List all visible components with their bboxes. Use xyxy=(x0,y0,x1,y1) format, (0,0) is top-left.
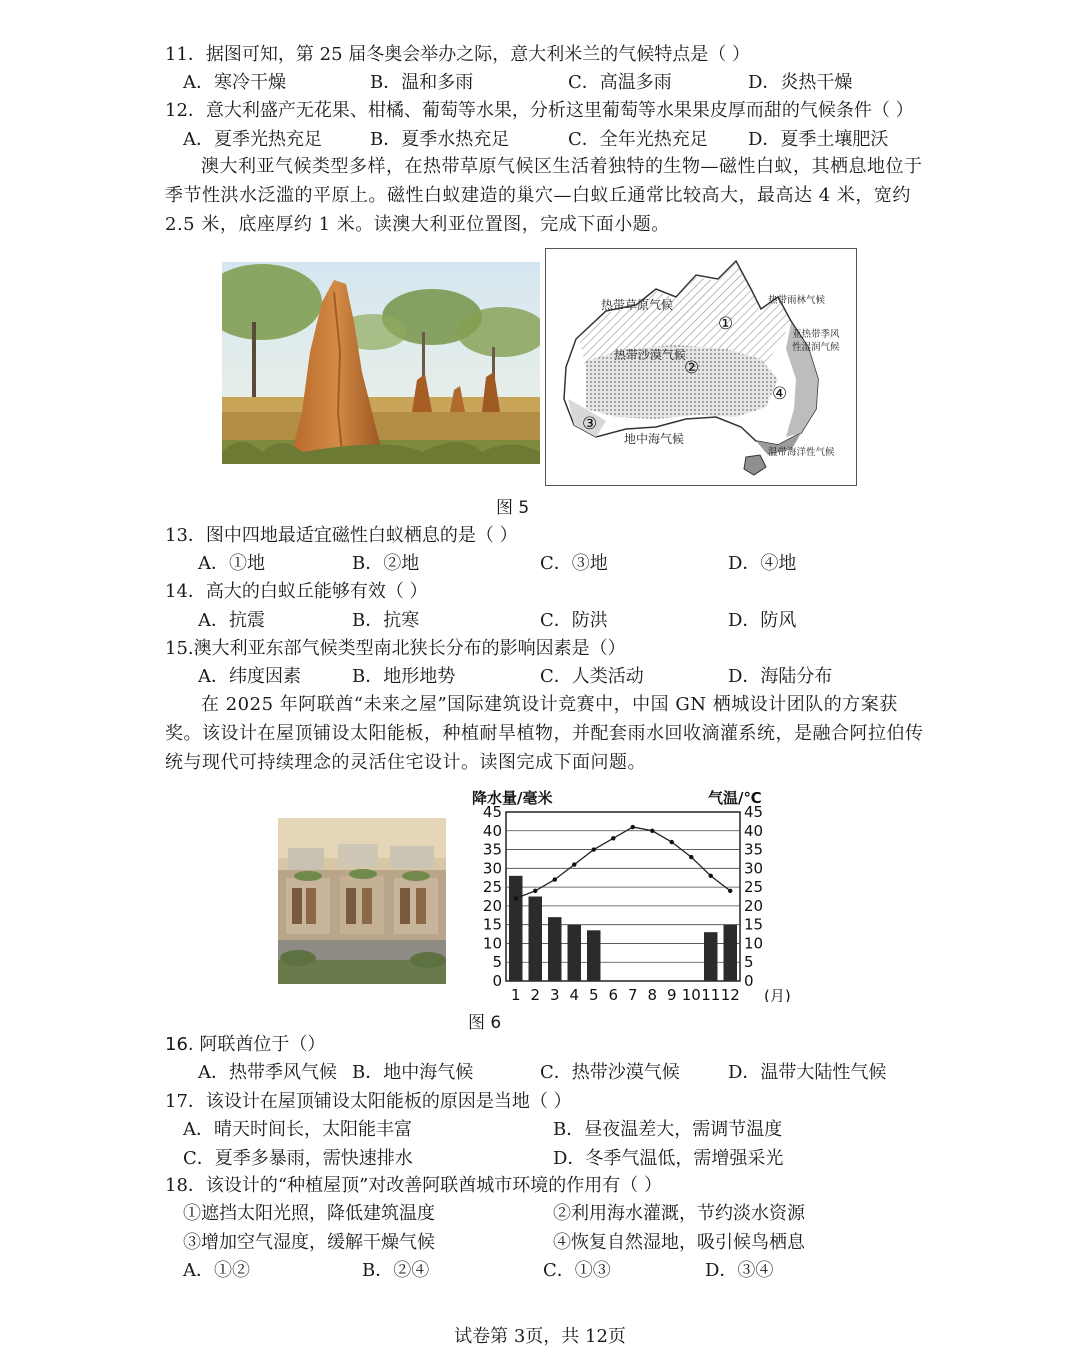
left-tick-label: 20 xyxy=(482,896,502,915)
q12-option-a: A．夏季光热充足 xyxy=(183,129,322,150)
right-tick-label: 20 xyxy=(744,896,764,915)
q14-option-c: C．防洪 xyxy=(540,610,608,631)
temperature-point xyxy=(631,825,635,829)
q17-option-c: C．夏季多暴雨，需快速排水 xyxy=(183,1148,413,1169)
left-tick-label: 30 xyxy=(482,859,502,878)
month-tick-label: 4 xyxy=(569,986,580,1002)
month-tick-label: 3 xyxy=(549,986,560,1002)
month-tick-label: 1 xyxy=(510,986,521,1002)
month-tick-label: 7 xyxy=(627,986,638,1002)
q16-option-d: D．温带大陆性气候 xyxy=(728,1062,887,1083)
q17-stem: 17．该设计在屋顶铺设太阳能板的原因是当地（ ） xyxy=(165,1091,572,1112)
q11-stem: 11．据图可知，第 25 届冬奥会举办之际，意大利米兰的气候特点是（ ） xyxy=(165,44,750,65)
right-tick-label: 5 xyxy=(744,953,754,972)
q16-option-a: A．热带季风气候 xyxy=(198,1062,337,1083)
month-tick-label: 10 xyxy=(681,986,701,1002)
right-tick-label: 10 xyxy=(744,934,764,953)
temperature-line xyxy=(516,827,731,898)
temperature-point xyxy=(728,889,732,893)
q17-option-d: D．冬季气温低，需增强采光 xyxy=(553,1148,784,1169)
q11-option-a: A．寒冷干燥 xyxy=(183,72,286,93)
precip-bar xyxy=(509,876,523,981)
temperature-point xyxy=(572,862,576,866)
map-point-4: ④ xyxy=(772,384,788,404)
q11-option-c: C．高温多雨 xyxy=(568,72,672,93)
right-tick-label: 15 xyxy=(744,915,764,934)
temperature-point xyxy=(709,874,713,878)
uae-climate-chart xyxy=(462,784,792,1002)
temperature-point xyxy=(670,840,674,844)
precip-bar xyxy=(587,930,601,981)
q18-option-c: C．①③ xyxy=(543,1260,611,1281)
q16-stem: 16. 阿联酋位于（） xyxy=(165,1034,326,1055)
temperature-point xyxy=(514,896,518,900)
label-savanna: 热带草原气候 xyxy=(601,298,674,312)
map-point-2: ② xyxy=(684,358,700,378)
q13-stem: 13．图中四地最适宜磁性白蚁栖息的是（ ） xyxy=(165,525,518,546)
label-oceanic: 温带海洋性气候 xyxy=(768,447,835,458)
q14-option-d: D．防风 xyxy=(728,610,797,631)
q14-option-a: A．抗震 xyxy=(198,610,265,631)
q12-stem: 12．意大利盛产无花果、柑橘、葡萄等水果，分析这里葡萄等水果果皮厚而甜的气候条件（ ） xyxy=(165,100,914,121)
precip-bar xyxy=(704,932,718,981)
temperature-point xyxy=(533,889,537,893)
q18-item-2: ②利用海水灌溉，节约淡水资源 xyxy=(553,1203,805,1224)
left-tick-label: 0 xyxy=(492,972,502,990)
q18-option-d: D．③④ xyxy=(705,1260,774,1281)
temperature-point xyxy=(611,836,615,840)
q17-option-b: B．昼夜温差大，需调节温度 xyxy=(553,1119,783,1140)
month-tick-label: 5 xyxy=(588,986,599,1002)
label-subtropical-line1: 亚热带季风 xyxy=(792,329,840,340)
right-tick-label: 25 xyxy=(744,878,764,897)
australia-climate-map xyxy=(545,248,857,486)
label-desert: 热带沙漠气候 xyxy=(614,348,687,362)
future-house-rendering xyxy=(278,818,446,984)
left-tick-label: 40 xyxy=(482,821,502,840)
q18-item-1: ①遮挡太阳光照，降低建筑温度 xyxy=(183,1203,435,1224)
month-tick-label: 8 xyxy=(647,986,658,1002)
right-tick-label: 45 xyxy=(744,803,764,821)
q13-option-c: C．③地 xyxy=(540,553,608,574)
q11-option-b: B．温和多雨 xyxy=(370,72,474,93)
left-tick-label: 15 xyxy=(482,915,502,934)
q14-option-b: B．抗寒 xyxy=(352,610,420,631)
map-point-3: ③ xyxy=(582,414,598,434)
right-tick-label: 30 xyxy=(744,859,764,878)
precip-bar xyxy=(568,925,582,981)
left-tick-label: 5 xyxy=(492,953,502,972)
q12-option-b: B．夏季水热充足 xyxy=(370,129,510,150)
temperature-point xyxy=(553,877,557,881)
right-tick-label: 35 xyxy=(744,840,764,859)
precip-bar xyxy=(724,925,738,981)
q13-option-d: D．④地 xyxy=(728,553,797,574)
figure-5-caption: 图 5 xyxy=(496,498,530,518)
left-tick-label: 25 xyxy=(482,878,502,897)
q15-option-d: D．海陆分布 xyxy=(728,666,833,687)
left-tick-label: 35 xyxy=(482,840,502,859)
q15-stem: 15.澳大利亚东部气候类型南北狭长分布的影响因素是（） xyxy=(165,638,626,659)
q16-option-c: C．热带沙漠气候 xyxy=(540,1062,680,1083)
figure-6-caption: 图 6 xyxy=(468,1013,502,1033)
q17-option-a: A．晴天时间长，太阳能丰富 xyxy=(183,1119,412,1140)
q13-option-b: B．②地 xyxy=(352,553,420,574)
month-tick-label: 9 xyxy=(666,986,677,1002)
q12-option-d: D．夏季土壤肥沃 xyxy=(748,129,889,150)
q18-option-b: B．②④ xyxy=(362,1260,430,1281)
uae-intro-paragraph: 在 2025 年阿联酋“未来之屋”国际建筑设计竞赛中，中国 GN 栖城设计团队的方案获奖。该设计在屋顶铺设太阳能板，种植耐旱植物，并配套雨水回收滴灌系统，是融合阿拉伯传统与现代可持续理念的灵活住宅设计。读图完成下面问题。 xyxy=(165,694,924,773)
termite-mound-photo xyxy=(222,262,540,464)
q16-option-b: B．地中海气候 xyxy=(352,1062,474,1083)
month-tick-label: 12 xyxy=(720,986,740,1002)
page-footer: 试卷第 3页，共 12页 xyxy=(454,1326,626,1347)
month-unit-label: (月) xyxy=(764,987,791,1002)
q15-option-b: B．地形地势 xyxy=(352,666,456,687)
q18-item-4: ④恢复自然湿地，吸引候鸟栖息 xyxy=(553,1232,805,1253)
right-tick-label: 40 xyxy=(744,821,764,840)
left-axis-label: 降水量/毫米 xyxy=(472,789,553,807)
q14-stem: 14．高大的白蚁丘能够有效（ ） xyxy=(165,581,428,602)
q18-option-a: A．①② xyxy=(183,1260,250,1281)
q12-option-c: C．全年光热充足 xyxy=(568,129,708,150)
left-tick-label: 45 xyxy=(482,803,502,821)
q13-option-a: A．①地 xyxy=(198,553,265,574)
temperature-point xyxy=(592,847,596,851)
label-mediterranean: 地中海气候 xyxy=(624,432,685,446)
climate-chart-svg xyxy=(462,784,792,1002)
left-tick-label: 10 xyxy=(482,934,502,953)
temperature-point xyxy=(650,829,654,833)
q15-option-a: A．纬度因素 xyxy=(198,666,301,687)
month-tick-label: 2 xyxy=(530,986,541,1002)
right-tick-label: 0 xyxy=(744,972,754,990)
precip-bar xyxy=(548,917,562,981)
month-tick-label: 11 xyxy=(701,986,721,1002)
temperature-point xyxy=(689,855,693,859)
label-rainforest: 热带雨林气候 xyxy=(768,295,826,306)
month-tick-label: 6 xyxy=(608,986,619,1002)
map-point-1: ① xyxy=(718,314,734,334)
label-subtropical-line2: 性湿润气候 xyxy=(792,342,840,353)
q15-option-c: C．人类活动 xyxy=(540,666,644,687)
q18-stem: 18．该设计的“种植屋顶”对改善阿联酋城市环境的作用有（ ） xyxy=(165,1175,663,1196)
right-axis-label: 气温/℃ xyxy=(708,789,762,807)
q18-item-3: ③增加空气湿度，缓解干燥气候 xyxy=(183,1232,435,1253)
q11-option-d: D．炎热干燥 xyxy=(748,72,853,93)
precip-bar xyxy=(529,897,543,982)
australia-intro-paragraph: 澳大利亚气候类型多样，在热带草原气候区生活着独特的生物—磁性白蚁，其栖息地位于季节性洪水泛滥的平原上。磁性白蚁建造的巢穴—白蚁丘通常比较高大，最高达 4 米，宽约 2.5 米，底座厚约 1 米。读澳大利亚位置图，完成下面小题。 xyxy=(165,156,923,235)
